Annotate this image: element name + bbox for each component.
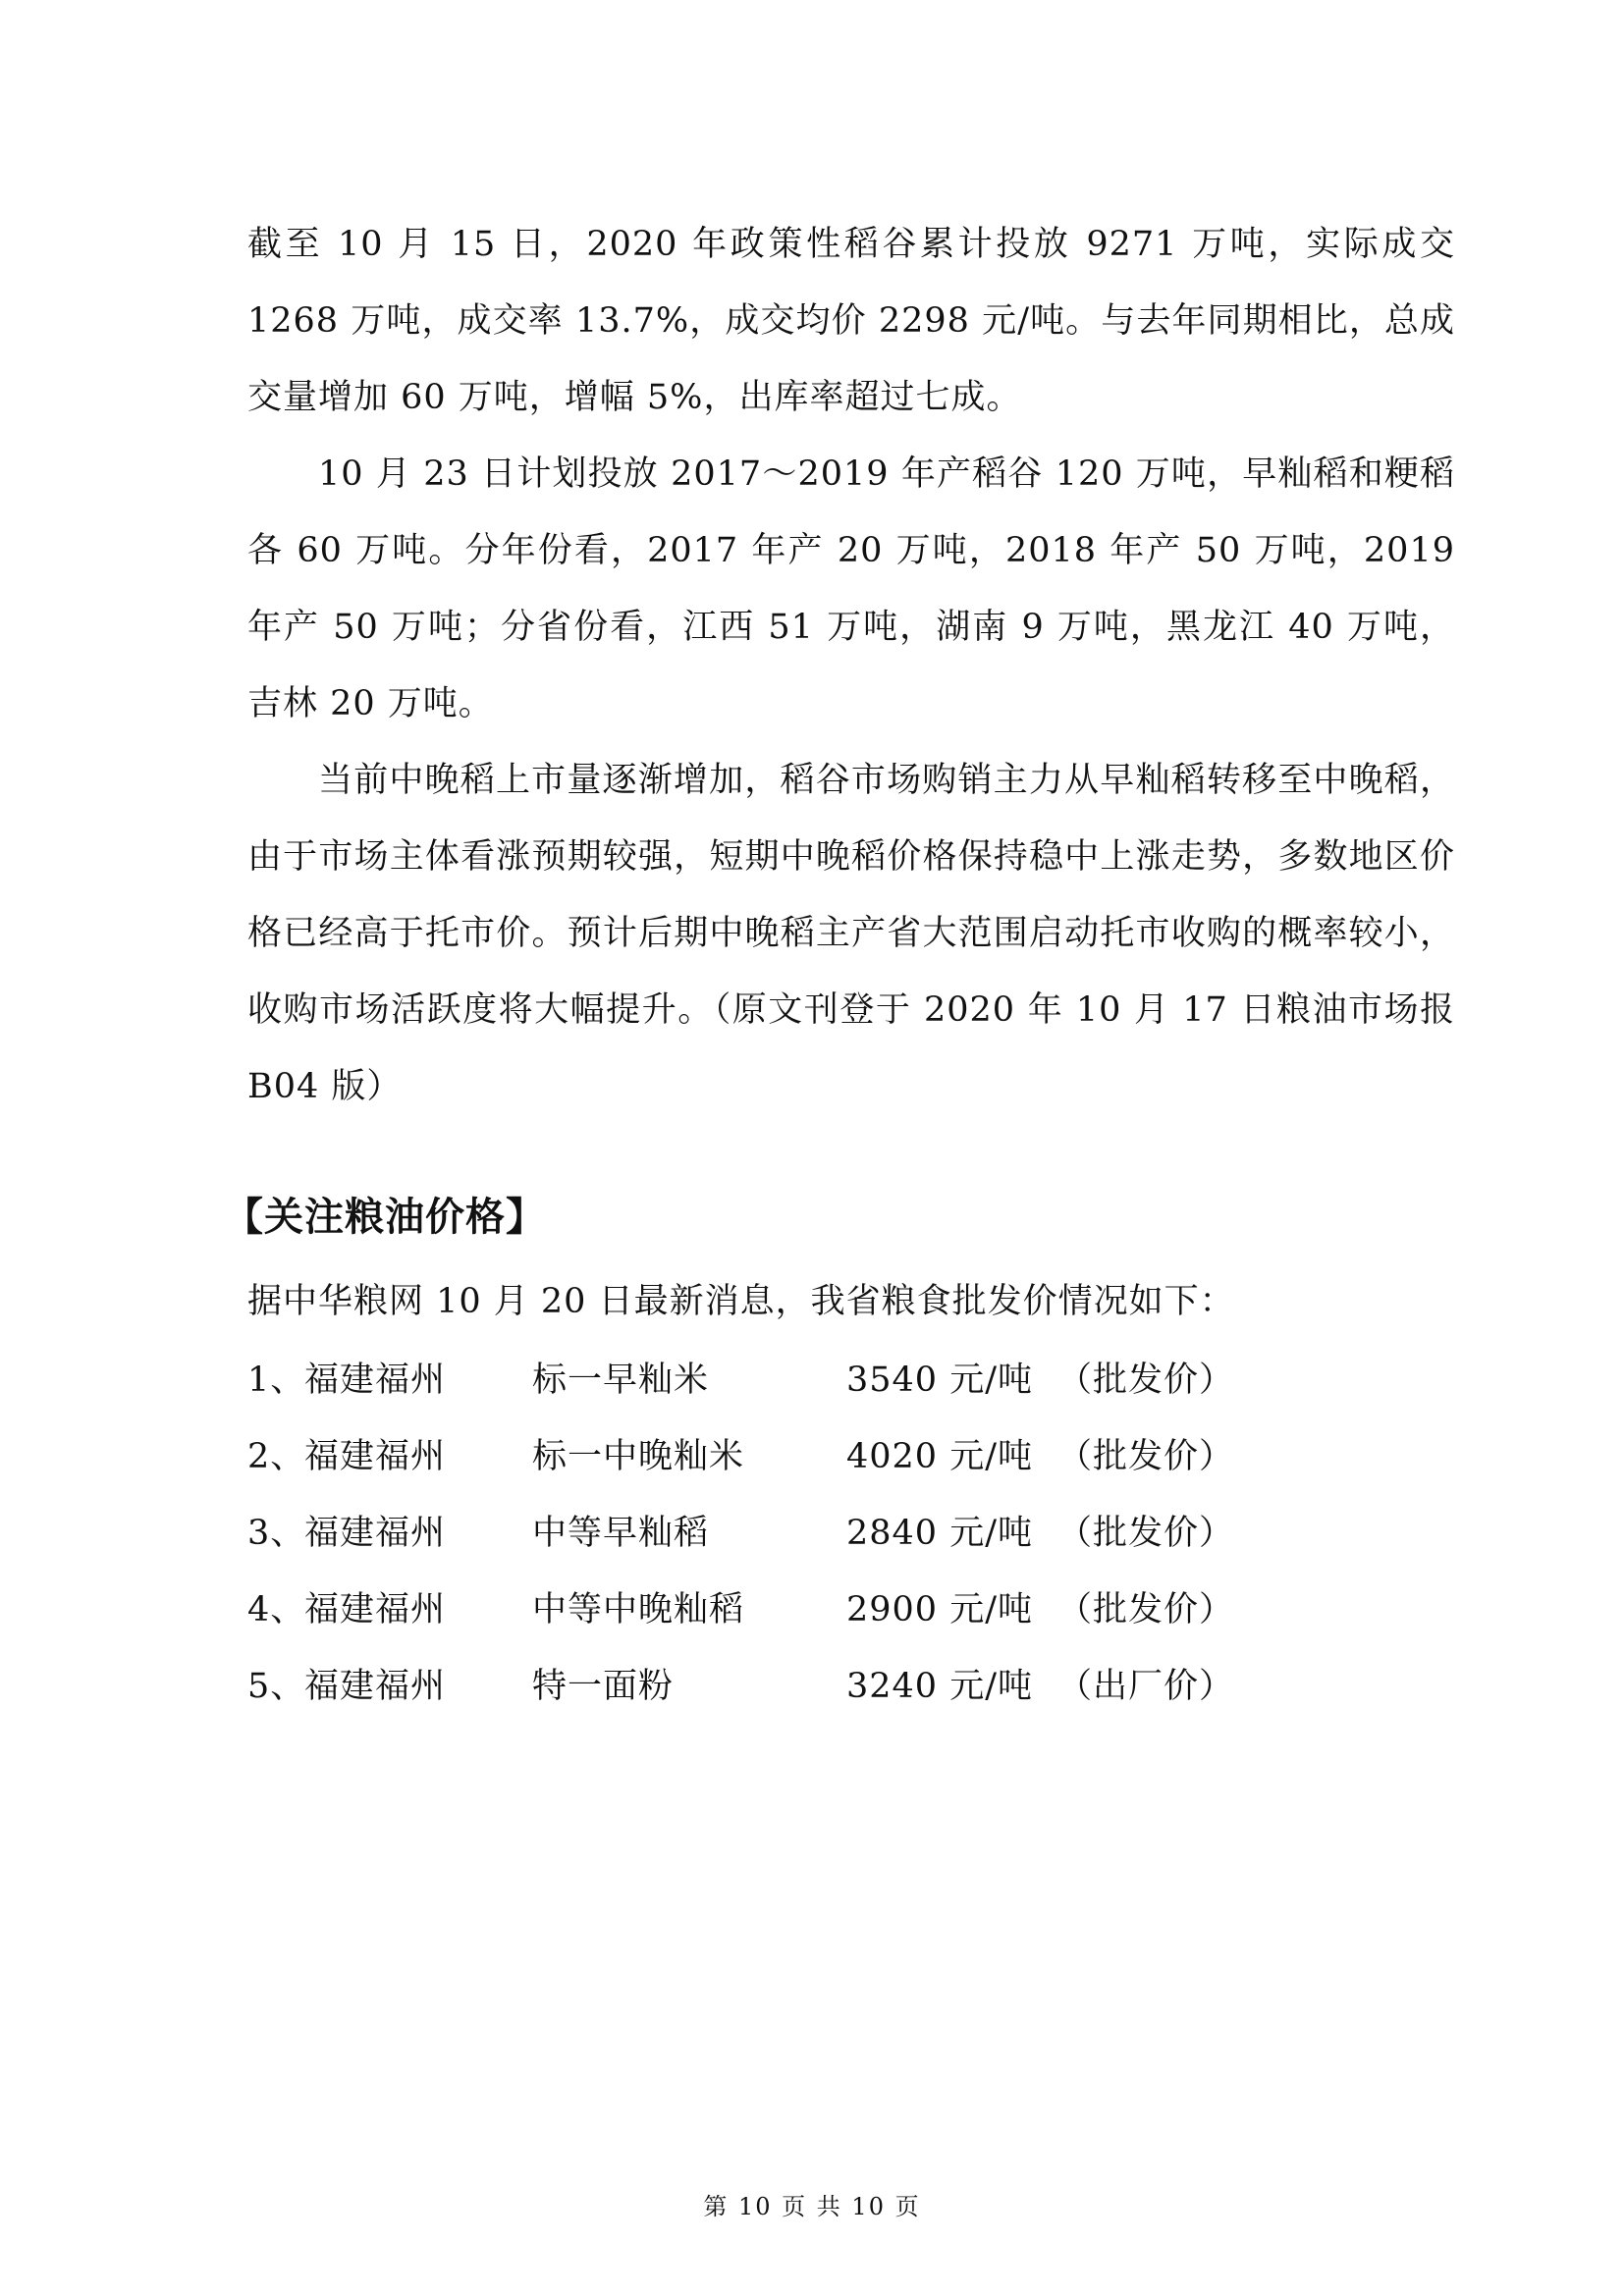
price-index: 3、 — [247, 1514, 306, 1553]
price-product: 中等早籼稻 — [532, 1514, 710, 1553]
price-value: 3240 元/吨 — [846, 1667, 1033, 1706]
price-type: （出厂价） — [1057, 1667, 1235, 1706]
price-row — [247, 1659, 1327, 1735]
paragraph-1: 截至 10 月 15 日，2020 年政策性稻谷累计投放 9271 万吨，实际成交 1268 万吨，成交率 13.7%，成交均价 2298 元/吨。与去年同期相比，总成交量增加 60 万吨，增幅 5%，出库率超过七成。 — [247, 225, 1455, 417]
price-product: 特一面粉 — [532, 1667, 675, 1706]
section-title: 【关注粮油价格】 — [224, 1195, 546, 1240]
price-index: 1、 — [247, 1361, 306, 1400]
price-row — [247, 1353, 1327, 1429]
article-body — [247, 206, 1455, 1125]
price-type: （批发价） — [1057, 1437, 1235, 1476]
price-location: 福建福州 — [304, 1667, 447, 1706]
price-product: 标一中晚籼米 — [532, 1437, 745, 1476]
price-row — [247, 1506, 1327, 1582]
paragraph-2: 10 月 23 日计划投放 2017～2019 年产稻谷 120 万吨，早籼稻和粳稻各 60 万吨。分年份看，2017 年产 20 万吨，2018 年产 50 万吨，2019 年产 50 万吨；分省份看，江西 51 万吨，湖南 9 万吨，黑龙江 40 万吨，吉林 20 万吨。 — [247, 454, 1455, 723]
price-type: （批发价） — [1057, 1361, 1235, 1400]
paragraph-3: 当前中晚稻上市量逐渐增加，稻谷市场购销主力从早籼稻转移至中晚稻，由于市场主体看涨预期较强，短期中晚稻价格保持稳中上涨走势，多数地区价格已经高于托市价。预计后期中晚稻主产省大范围启动托市收购的概率较小，收购市场活跃度将大幅提升。（原文刊登于 2020 年 10 月 17 日粮油市场报 B04 版） — [247, 761, 1455, 1106]
price-index: 2、 — [247, 1437, 306, 1476]
price-type: （批发价） — [1057, 1514, 1235, 1553]
price-location: 福建福州 — [304, 1361, 447, 1400]
price-product: 中等中晚籼稻 — [532, 1590, 745, 1629]
price-value: 2840 元/吨 — [846, 1514, 1033, 1553]
price-row — [247, 1429, 1327, 1506]
price-location: 福建福州 — [304, 1514, 447, 1553]
price-index: 5、 — [247, 1667, 306, 1706]
price-value: 4020 元/吨 — [846, 1437, 1033, 1476]
price-list — [247, 1353, 1327, 1735]
page-footer: 第 10 页 共 10 页 — [703, 2193, 921, 2220]
price-location: 福建福州 — [304, 1437, 447, 1476]
price-type: （批发价） — [1057, 1590, 1235, 1629]
price-value: 3540 元/吨 — [846, 1361, 1033, 1400]
price-row — [247, 1582, 1327, 1659]
price-product: 标一早籼米 — [532, 1361, 710, 1400]
price-value: 2900 元/吨 — [846, 1590, 1033, 1629]
price-location: 福建福州 — [304, 1590, 447, 1629]
price-intro: 据中华粮网 10 月 20 日最新消息，我省粮食批发价情况如下： — [247, 1282, 1235, 1321]
price-index: 4、 — [247, 1590, 306, 1629]
